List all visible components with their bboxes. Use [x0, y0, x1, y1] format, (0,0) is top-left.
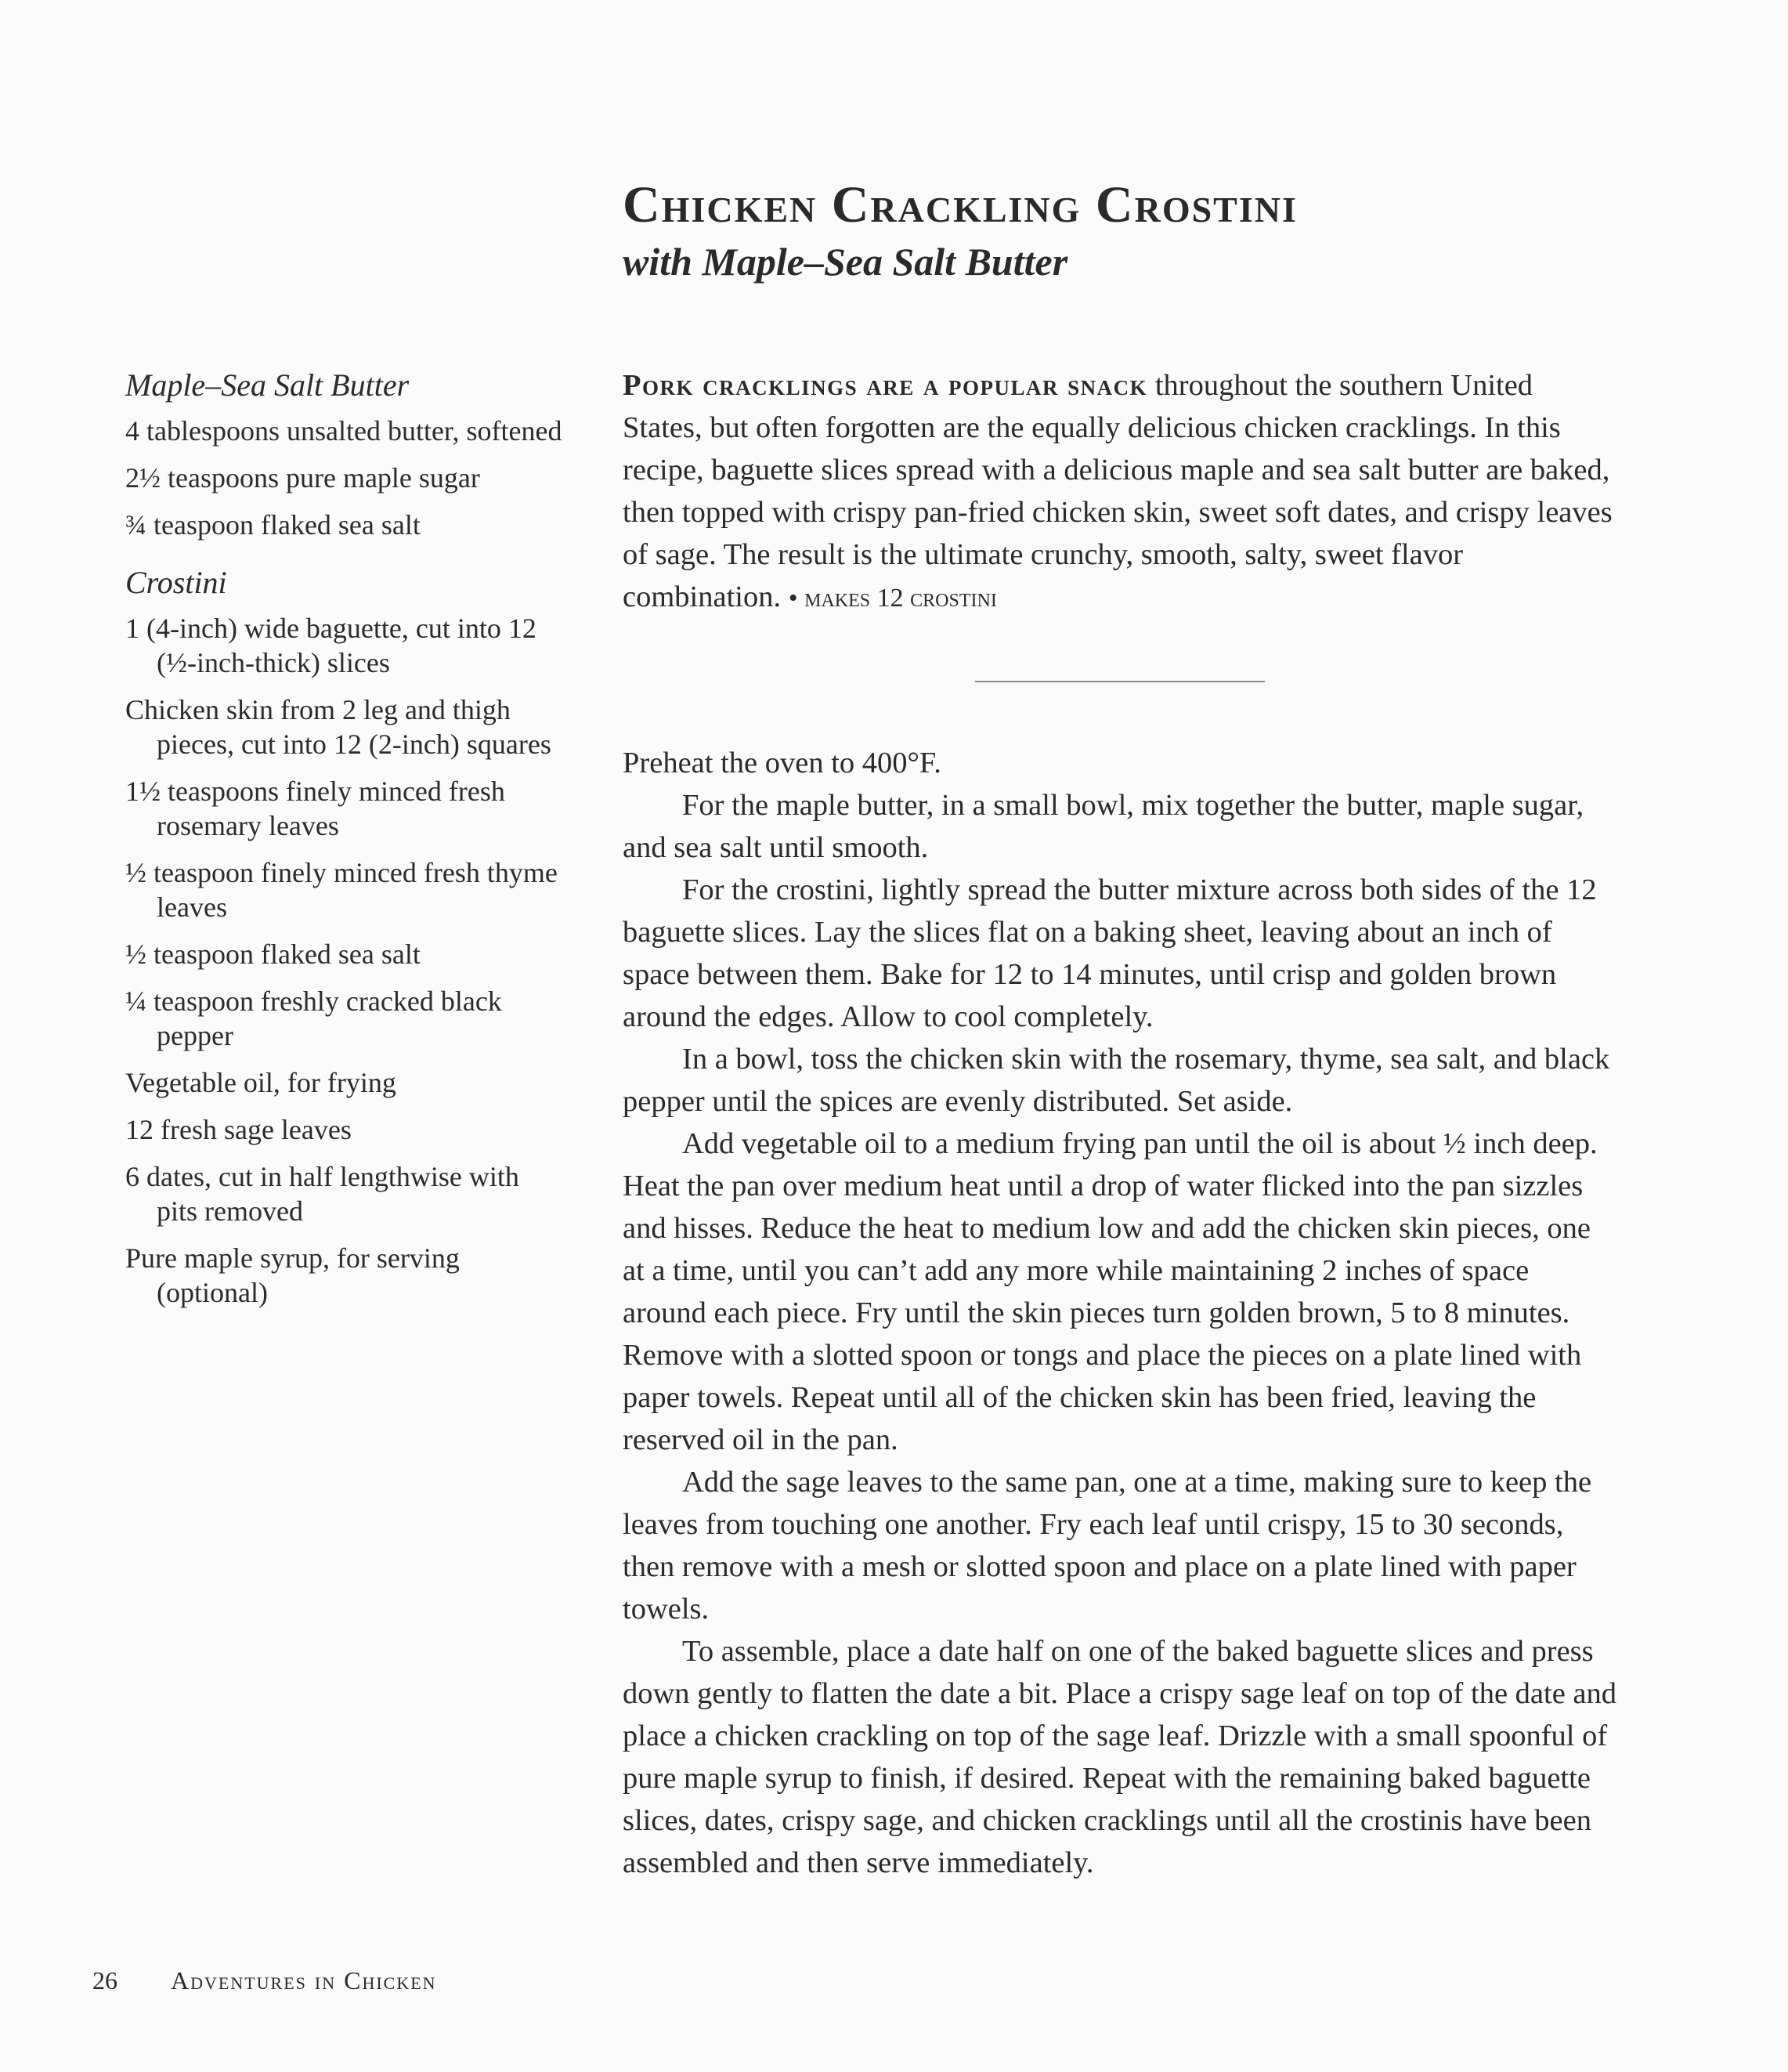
method-step: Add the sage leaves to the same pan, one at a time, making sure to keep the leaves from touching one another. Fry each leaf until crispy, 15 to 30 seconds, then remove with a mesh or slotted spoon and place on a plate lined with paper towels.: [623, 1466, 1592, 1625]
recipe-body: [623, 364, 1617, 1884]
ingredient-group-heading: Maple–Sea Salt Butter: [125, 367, 410, 403]
ingredients-column: [125, 362, 564, 1322]
method-step: For the crostini, lightly spread the butter mixture across both sides of the 12 baguette slices. Lay the slices flat on a baking sheet, leaving about an inch of space between them. Bake for 12 to 14 minutes, until crisp and golden brown around the edges. Allow to cool completely.: [623, 873, 1597, 1033]
method-step: For the maple butter, in a small bowl, mix together the butter, maple sugar, and sea salt until smooth.: [623, 789, 1584, 864]
ingredient-item: 2½ teaspoons pure maple sugar: [125, 462, 480, 494]
ingredient-item: 1 (4-inch) wide baguette, cut into 12 (½-inch-thick) slices: [125, 613, 536, 678]
method-step: To assemble, place a date half on one of the baked baguette slices and press down gently to flatten the date a bit. Place a crispy sage leaf on top of the date and place a chicken crackling on top of the sage leaf. Drizzle with a small spoonful of pure maple syrup to finish, if desired. Repeat with the remaining baked baguette slices, dates, crispy sage, and chicken cracklings until all the crostinis have been assembled and then serve immediately.: [623, 1635, 1616, 1879]
ingredient-group-heading: Crostini: [125, 565, 227, 600]
ingredient-item: 12 fresh sage leaves: [125, 1114, 352, 1145]
method-step: Preheat the oven to 400°F.: [623, 747, 941, 779]
ingredient-list: [125, 611, 564, 1310]
ingredient-item: Pure maple syrup, for serving (optional): [125, 1242, 460, 1308]
recipe-intro: [623, 364, 1617, 620]
page-footer: [92, 1966, 437, 1995]
recipe-title: Chicken Crackling Crostini: [623, 176, 1298, 233]
intro-text: throughout the southern United States, but often forgotten are the equally delicious chicken cracklings. In this recipe, baguette slices spread with a delicious maple and sea salt butter are baked, then topped with crispy pan-fried chicken skin, sweet soft dates, and crispy leaves of sage. The result is the ultimate crunchy, smooth, salty, sweet flavor combination.: [623, 369, 1613, 613]
method-step: In a bowl, toss the chicken skin with the rosemary, thyme, sea salt, and black pepper until the spices are evenly distributed. Set aside.: [623, 1043, 1610, 1118]
recipe-subtitle: with Maple–Sea Salt Butter: [623, 240, 1068, 284]
ingredient-item: 4 tablespoons unsalted butter, softened: [125, 415, 562, 447]
intro-lead: Pork cracklings are a popular snack: [623, 369, 1148, 402]
ingredient-item: ½ teaspoon flaked sea salt: [125, 938, 421, 970]
ingredient-item: 6 dates, cut in half lengthwise with pits removed: [125, 1161, 519, 1227]
method-steps: [623, 742, 1617, 1884]
page-number: 26: [92, 1966, 117, 1994]
ingredient-item: 1½ teaspoons finely minced fresh rosemary leaves: [125, 776, 505, 841]
title-block: [623, 174, 1562, 287]
section-divider: [975, 681, 1265, 682]
ingredient-item: ½ teaspoon finely minced fresh thyme leaves: [125, 857, 558, 923]
recipe-yield: • makes 12 crostini: [788, 584, 997, 613]
method-step: Add vegetable oil to a medium frying pan until the oil is about ½ inch deep. Heat the pan over medium heat until a drop of water flicked into the pan sizzles and hisses. Reduce the heat to medium low and add the chicken skin pieces, one at a time, until you can’t add any more while maintaining 2 inches of space around each piece. Fry until the skin pieces turn golden brown, 5 to 8 minutes. Remove with a slotted spoon or tongs and place the pieces on a plate lined with paper towels. Repeat until all of the chicken skin has been fried, leaving the reserved oil in the pan.: [623, 1127, 1598, 1456]
running-head: Adventures in Chicken: [171, 1966, 437, 1994]
ingredient-item: ¾ teaspoon flaked sea salt: [125, 509, 421, 541]
ingredient-item: ¼ teaspoon freshly cracked black pepper: [125, 985, 502, 1051]
ingredient-item: Chicken skin from 2 leg and thigh pieces, cut into 12 (2-inch) squares: [125, 694, 551, 760]
ingredient-list: [125, 414, 564, 542]
ingredient-item: Vegetable oil, for frying: [125, 1067, 396, 1098]
